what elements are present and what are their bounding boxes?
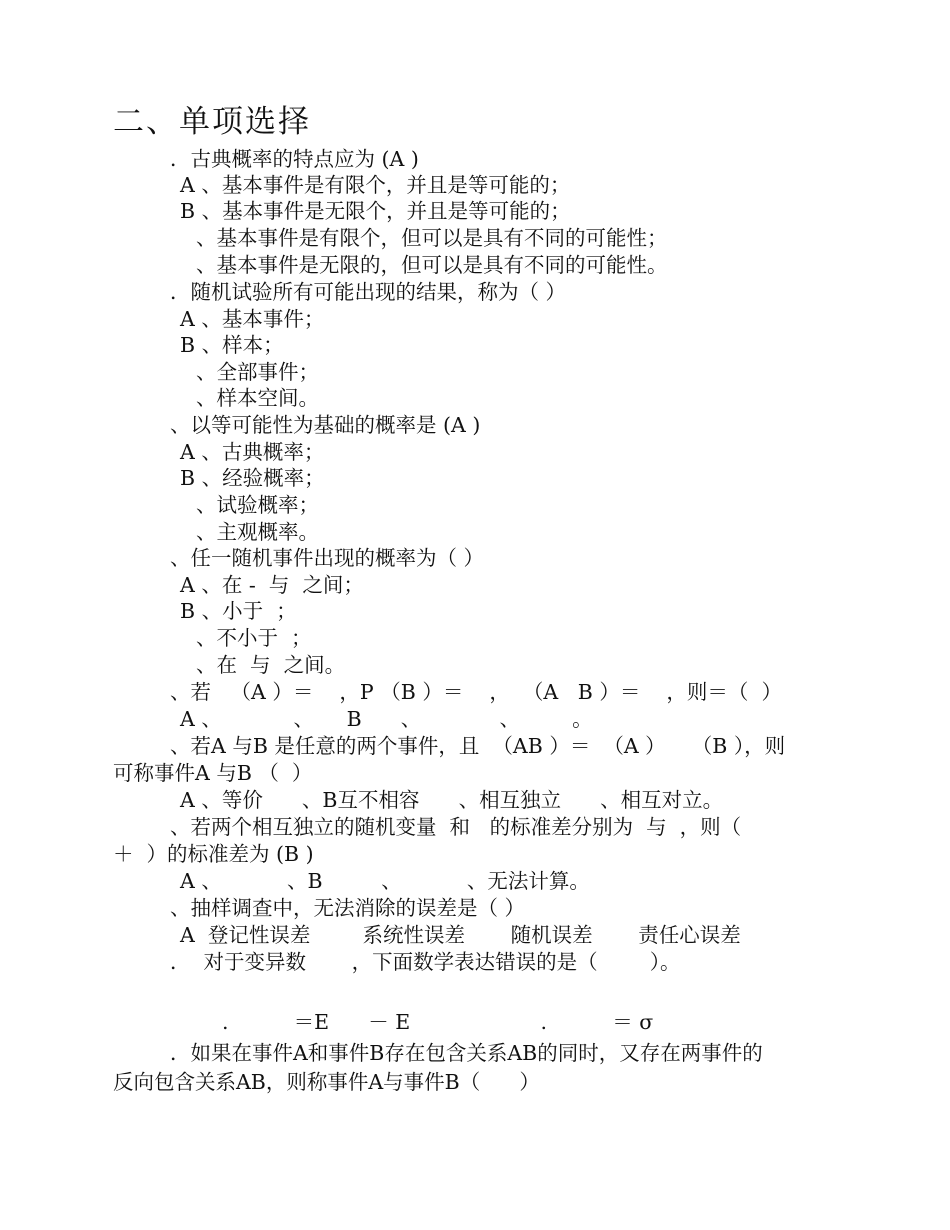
- document-line: 可称事件A 与B （ ）: [113, 761, 313, 785]
- document-line: 、基本事件是无限的，但可以是具有不同的可能性。: [196, 253, 668, 277]
- document-line: ．古典概率的特点应为 (A ): [170, 147, 419, 171]
- document-line: 、抽样调查中，无法消除的误差是（ ）: [170, 896, 526, 920]
- document-line: . ＝E － E . ＝ σ: [222, 1010, 654, 1034]
- document-line: A 、 、B 、 、无法计算。: [180, 869, 590, 893]
- document-line: A 登记性误差 系统性误差 随机误差 责任心误差: [180, 923, 741, 947]
- document-line: 、不小于 ；: [196, 626, 312, 650]
- document-line: 、在 与 之间。: [196, 653, 346, 677]
- section-title: 二、单项选择: [113, 104, 311, 140]
- document-line: A 、在 - 与 之间；: [180, 573, 364, 597]
- document-line: ． 对于变异数 ，下面数学表达错误的是（ ）。: [170, 950, 681, 974]
- document-line: 、若A 与B 是任意的两个事件，且 （AB ）＝ （A ） （B ），则: [170, 734, 786, 758]
- document-line: 、基本事件是有限个，但可以是具有不同的可能性；: [196, 226, 668, 250]
- document-line: A 、基本事件；: [180, 307, 325, 331]
- document-line: B 、基本事件是无限个，并且是等可能的；: [180, 199, 571, 223]
- document-line: 、全部事件；: [196, 360, 319, 384]
- document-line: B 、经验概率；: [180, 466, 325, 490]
- document-line: A 、 、 B 、 、 。: [180, 707, 593, 731]
- document-line: ＋ ）的标准差为 (B ): [113, 842, 314, 866]
- document-line: ．如果在事件A和事件B存在包含关系AB的同时，又存在两事件的: [170, 1041, 763, 1065]
- document-line: 反向包含关系AB，则称事件A与事件B（ ）: [113, 1070, 540, 1094]
- document-line: 、以等可能性为基础的概率是 (A ): [170, 413, 481, 437]
- document-line: A 、古典概率；: [180, 440, 325, 464]
- document-line: 、若 （A ）＝ ，P （B ）＝ ， （A B ）＝ ，则＝（ ）: [170, 680, 782, 704]
- document-line: A 、等价 、B互不相容 、相互独立 、相互对立。: [180, 788, 724, 812]
- document-line: A 、基本事件是有限个，并且是等可能的；: [180, 173, 571, 197]
- document-line: B 、小于 ；: [180, 599, 297, 623]
- document-line: 、若两个相互独立的随机变量 和 的标准差分别为 与 ，则（: [170, 815, 742, 839]
- document-line: 、试验概率；: [196, 493, 319, 517]
- document-line: 、样本空间。: [196, 386, 319, 410]
- document-line: 、任一随机事件出现的概率为（ ）: [170, 546, 485, 570]
- document-line: 、主观概率。: [196, 520, 319, 544]
- document-line: B 、样本；: [180, 333, 284, 357]
- document-line: ．随机试验所有可能出现的结果，称为（ ）: [170, 280, 567, 304]
